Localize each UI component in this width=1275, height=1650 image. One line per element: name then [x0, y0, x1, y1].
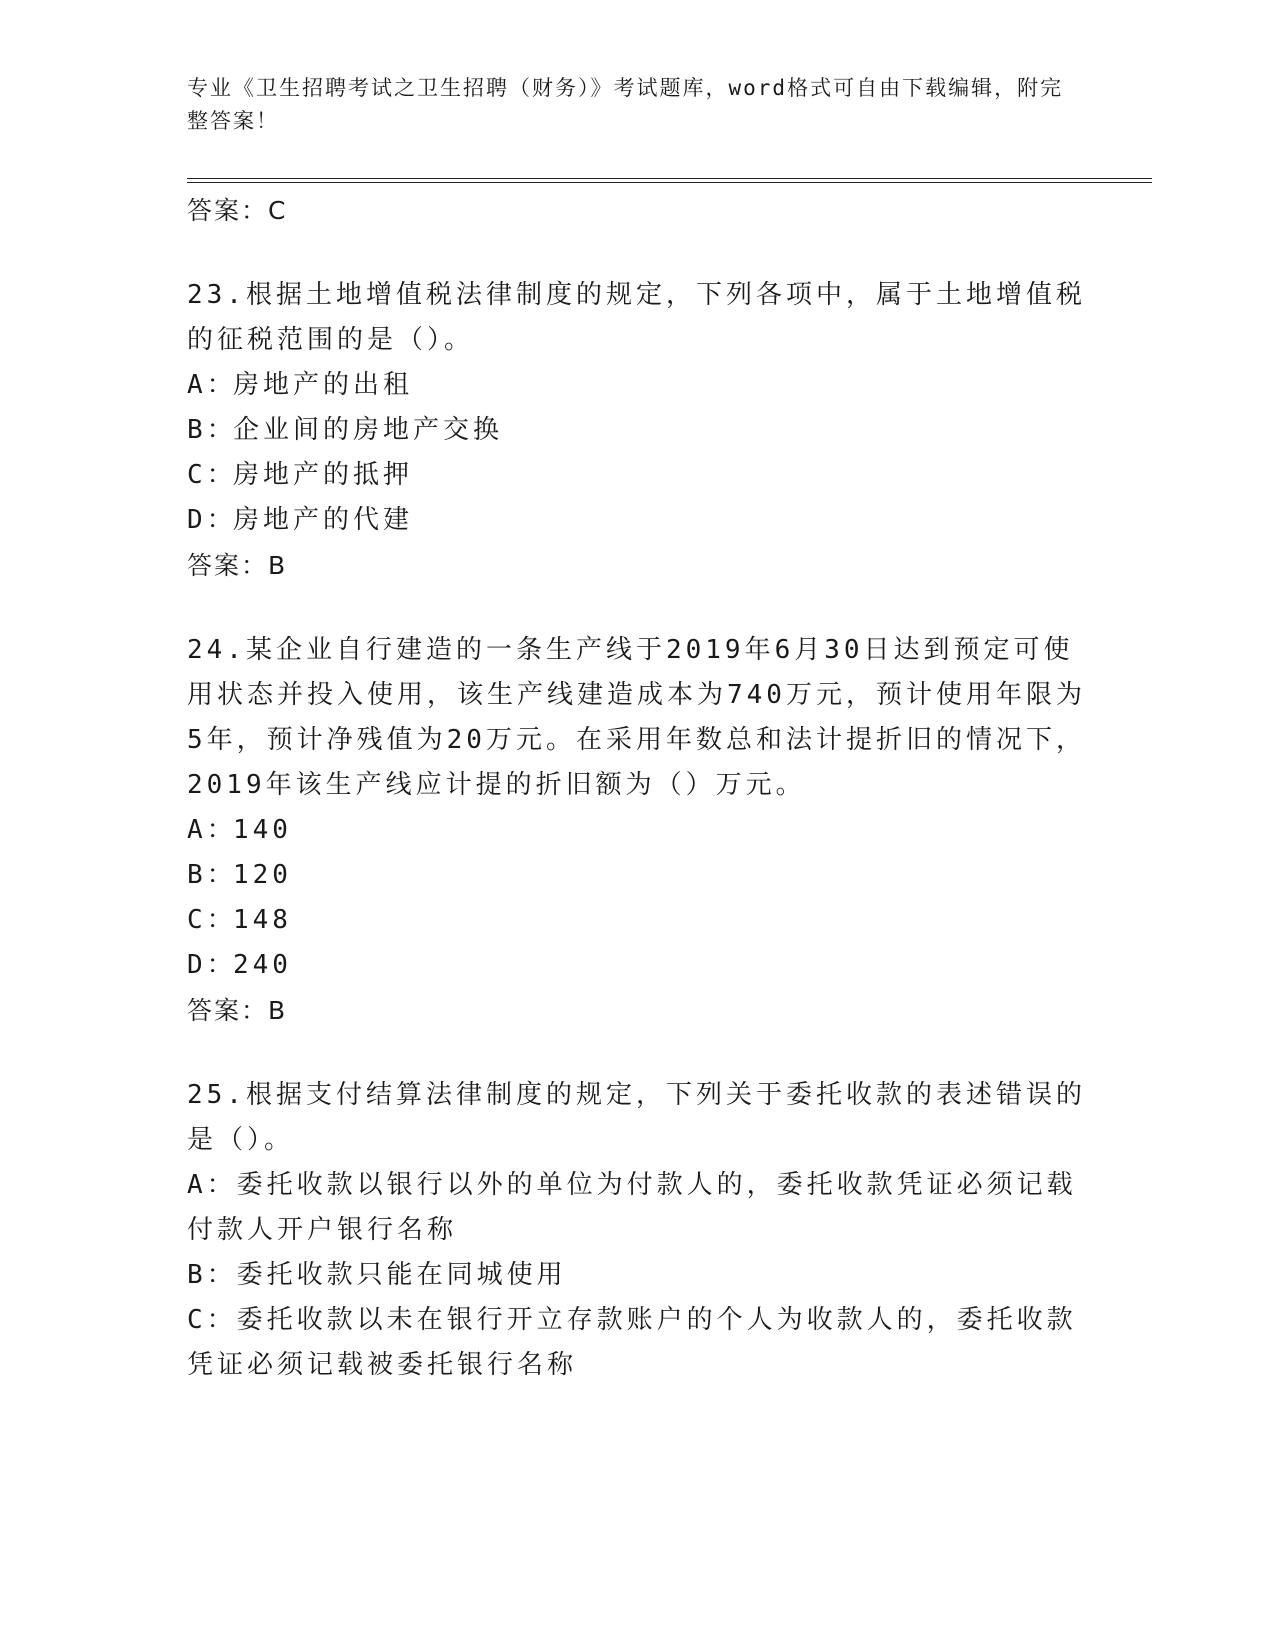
option-text: 120 — [233, 860, 292, 890]
option-text: 委托收款以银行以外的单位为付款人的，委托收款凭证必须记载付款人开户银行名称 — [187, 1170, 1077, 1245]
header-rule-double — [187, 182, 1152, 183]
option-text: 企业间的房地产交换 — [233, 415, 504, 445]
option-key: B： — [187, 860, 237, 890]
option-key: B： — [187, 415, 237, 445]
question-stem: 23.根据土地增值税法律制度的规定，下列各项中，属于土地增值税的征税范围的是（）。 — [187, 280, 1086, 355]
answer-line: 答案：C — [187, 196, 288, 225]
question-25 — [187, 1073, 1087, 1388]
option-text: 140 — [233, 815, 292, 845]
header-rule — [187, 178, 1152, 179]
answer-line: 答案：B — [187, 551, 288, 580]
option-d — [187, 943, 1087, 988]
option-c — [187, 898, 1087, 943]
option-b — [187, 408, 1087, 453]
option-text: 委托收款以未在银行开立存款账户的个人为收款人的，委托收款凭证必须记载被委托银行名称 — [187, 1305, 1077, 1380]
option-key: D： — [187, 950, 237, 980]
option-b — [187, 853, 1087, 898]
option-a — [187, 363, 1087, 408]
option-c — [187, 1298, 1087, 1388]
question-stem: 24.某企业自行建造的一条生产线于2019年6月30日达到预定可使用状态并投入使用，该生产线建造成本为740万元，预计使用年限为5年，预计净残值为20万元。在采用年数总和法计提折旧的情况下，2019年该生产线应计提的折旧额为（）万元。 — [187, 635, 1086, 800]
option-key: C： — [187, 1305, 237, 1335]
option-key: A： — [187, 815, 237, 845]
option-text: 房地产的抵押 — [233, 460, 414, 490]
option-text: 240 — [233, 950, 292, 980]
option-a — [187, 1163, 1087, 1253]
option-a — [187, 808, 1087, 853]
question-24 — [187, 628, 1087, 1033]
question-23 — [187, 273, 1087, 588]
answer-line: 答案：B — [187, 996, 288, 1025]
option-key: A： — [187, 370, 237, 400]
question-stem: 25.根据支付结算法律制度的规定，下列关于委托收款的表述错误的是（）。 — [187, 1080, 1086, 1155]
option-key: D： — [187, 505, 237, 535]
option-text: 房地产的出租 — [233, 370, 414, 400]
option-key: C： — [187, 460, 237, 490]
option-text: 148 — [233, 905, 292, 935]
option-d — [187, 498, 1087, 543]
option-key: B： — [187, 1260, 237, 1290]
option-c — [187, 453, 1087, 498]
option-text: 房地产的代建 — [233, 505, 414, 535]
option-text: 委托收款只能在同城使用 — [236, 1260, 567, 1290]
document-header — [187, 72, 1067, 138]
header-text: 专业《卫生招聘考试之卫生招聘（财务）》考试题库，word格式可自由下载编辑，附完整答案！ — [187, 76, 1064, 133]
option-key: A： — [187, 1170, 237, 1200]
question-list — [187, 188, 1087, 1388]
option-b — [187, 1253, 1087, 1298]
option-key: C： — [187, 905, 237, 935]
